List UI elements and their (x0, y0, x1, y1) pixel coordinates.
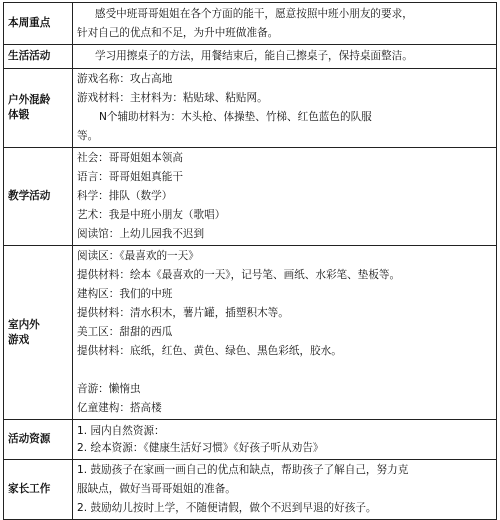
table-row (4, 69, 497, 148)
content-line: 亿童建构：搭高楼 (77, 402, 162, 414)
content-line: 美工区：甜甜的西瓜 (77, 326, 173, 338)
table-row (4, 246, 497, 420)
content-line: 提供材料：绘本《最喜欢的一天》，记号笔、画纸、水彩笔、垫板等。 (77, 269, 401, 281)
content-line: 阅读馆：上幼儿园我不迟到 (77, 228, 205, 240)
table-row (4, 420, 497, 460)
row-label-text: 家长工作 (8, 483, 51, 495)
content-line: 2. 鼓励幼儿按时上学，不随便请假，做个不迟到早退的好孩子。 (77, 502, 377, 514)
row-label-text: 体锻 (8, 109, 30, 121)
row-label-text: 本周重点 (8, 17, 51, 29)
row-label-outdoor (4, 69, 73, 148)
content-line-blank (77, 361, 493, 380)
content-line: 感受中班哥哥姐姐在各个方面的能干，愿意按照中班小朋友的要求， (95, 7, 413, 20)
content-line: 学习用擦桌子的方法，用餐结束后，能自己擦桌子，保持桌面整洁。 (95, 50, 413, 62)
row-label-games (4, 246, 73, 420)
row-content-daily-life (73, 45, 497, 69)
content-line: 语言：哥哥姐姐真能干 (77, 171, 183, 183)
content-line: 针对自己的优点和不足，为升中班做准备。 (77, 26, 279, 39)
row-label-teaching (4, 148, 73, 246)
content-line: 艺术：我是中班小朋友（歌唱） (77, 209, 226, 221)
row-label-parents (4, 460, 73, 520)
content-line: 提供材料：清水积木，薯片罐，插塑积木等。 (77, 307, 289, 319)
row-label-text: 室内外 (8, 318, 40, 331)
row-content-teaching (73, 148, 497, 246)
row-content-parents (73, 460, 497, 520)
content-line: 游戏名称：攻占高地 (77, 73, 173, 85)
row-content-outdoor (73, 69, 497, 148)
content-line: 社会：哥哥姐姐本领高 (77, 152, 183, 164)
table-row (4, 3, 497, 45)
row-label-text: 户外混龄 (8, 94, 51, 106)
content-line: 建构区：我们的中班 (77, 288, 173, 300)
row-content-resources (73, 420, 497, 460)
content-line: 1. 园内自然资源： (77, 424, 165, 437)
content-line: 科学：排队（数学） (77, 190, 173, 202)
row-label-text: 活动资源 (8, 433, 51, 445)
weekly-plan-table (3, 2, 497, 520)
content-line: 2. 绘本资源：《健康生活好习惯》《好孩子听从劝告》 (77, 441, 324, 454)
content-line: 游戏材料：主材料为：粘贴球、粘贴网。 (77, 92, 268, 104)
table-row (4, 460, 497, 520)
content-line: 服缺点，做好当哥哥姐姐的准备。 (77, 483, 236, 495)
table-row (4, 45, 497, 69)
content-line: 1. 鼓励孩子在家画一画自己的优点和缺点，帮助孩子了解自己，努力克 (77, 464, 409, 476)
row-content-weekly-focus (73, 3, 497, 45)
row-label-text: 游戏 (8, 333, 30, 346)
row-label-text: 教学活动 (8, 190, 51, 202)
content-line: 等。 (77, 130, 99, 142)
row-label-daily-life (4, 45, 73, 69)
row-content-games (73, 246, 497, 420)
row-label-resources (4, 420, 73, 460)
content-line: 提供材料：底纸，红色、黄色、绿色、黑色彩纸，胶水。 (77, 345, 342, 357)
content-line: 阅读区：《最喜欢的一天》 (77, 250, 199, 262)
row-label-weekly-focus (4, 3, 73, 45)
row-label-text: 生活活动 (8, 50, 51, 62)
table-row (4, 148, 497, 246)
content-line: 音游：懒惰虫 (77, 383, 141, 395)
content-line: N个辅助材料为：木头枪、体操垫、竹梯、红色蓝色的队服 (99, 111, 372, 123)
